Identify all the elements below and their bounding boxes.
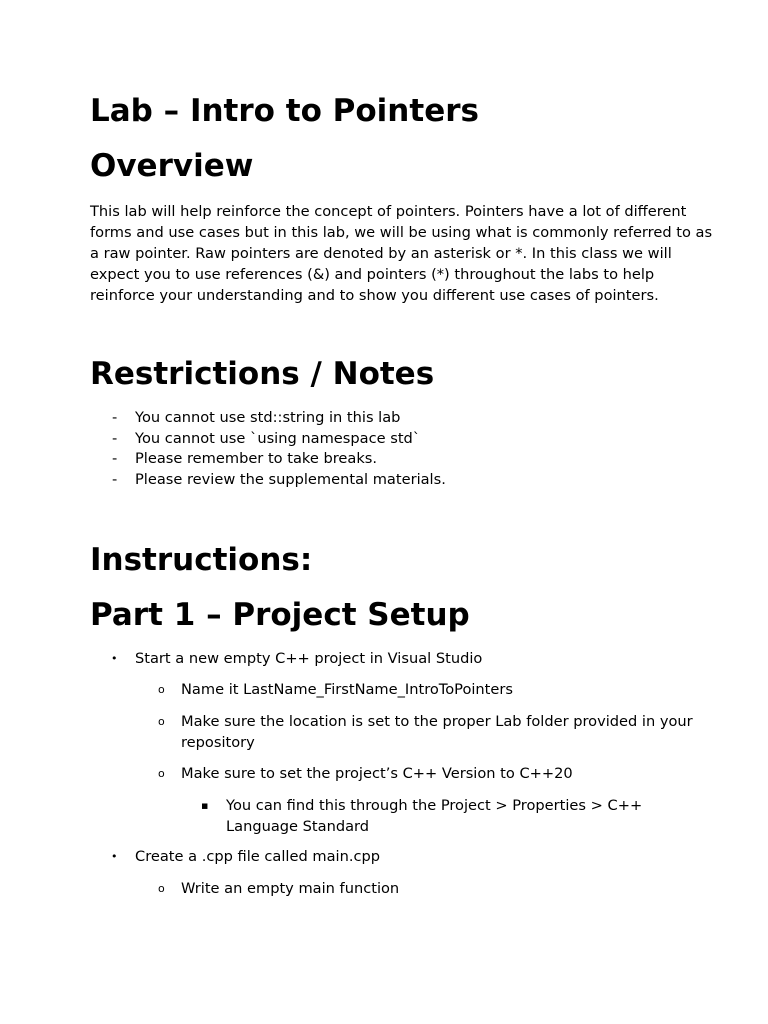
dash-bullet: - xyxy=(112,429,118,447)
bullet-marker: • xyxy=(111,652,118,665)
list-item xyxy=(111,846,725,867)
dash-bullet: - xyxy=(112,470,118,488)
list-item-text: Make sure to set the project’s C++ Version to C++20 xyxy=(181,765,573,782)
restrictions-heading: Restrictions / Notes xyxy=(90,356,435,392)
dash-bullet: - xyxy=(112,450,118,468)
list-item xyxy=(201,795,666,837)
list-item xyxy=(0,449,446,470)
circle-bullet-marker: o xyxy=(158,882,165,895)
list-item-text: Please remember to take breaks. xyxy=(135,450,378,468)
list-item xyxy=(0,429,446,450)
circle-bullet-marker: o xyxy=(158,767,165,780)
circle-bullet-marker: o xyxy=(158,715,165,728)
circle-bullet-marker: o xyxy=(158,683,165,696)
list-item-text: You can find this through the Project > Properties > C++ Language Standard xyxy=(226,797,643,835)
dash-bullet: - xyxy=(112,409,118,426)
list-item-text: Name it LastName_FirstName_IntroToPointers xyxy=(181,681,513,698)
list-item-text: You cannot use `using namespace std` xyxy=(135,429,421,447)
list-item xyxy=(158,711,726,753)
list-item-text: Start a new empty C++ project in Visual Studio xyxy=(135,650,483,667)
square-bullet-marker: ▪ xyxy=(201,799,209,812)
list-item-text: Make sure the location is set to the proper Lab folder provided in your repository xyxy=(181,713,693,751)
overview-heading: Overview xyxy=(90,148,254,184)
list-item xyxy=(158,679,726,700)
list-item xyxy=(158,878,726,899)
list-item xyxy=(158,763,726,784)
list-item-text: You cannot use std::string in this lab xyxy=(135,409,401,426)
restrictions-list xyxy=(0,408,446,490)
instructions-heading: Instructions: xyxy=(90,542,313,578)
list-item xyxy=(0,470,446,491)
list-item-text: Write an empty main function xyxy=(181,880,400,897)
document-title: Lab – Intro to Pointers xyxy=(90,93,479,129)
list-item-text: Please review the supplemental materials. xyxy=(135,470,446,488)
list-item-text: Create a .cpp file called main.cpp xyxy=(135,848,381,865)
list-item xyxy=(0,408,446,429)
overview-paragraph: This lab will help reinforce the concept of pointers. Pointers have a lot of different forms and use cases but in this lab, we will be using what is commonly referred to as a raw pointer. Raw pointers are denoted by an asterisk or *. In this class we will expect you to use references (&) and pointers (*) throughout the labs to help reinforce your understanding and to show you different use cases of pointers. xyxy=(90,203,713,304)
part1-heading: Part 1 – Project Setup xyxy=(90,597,470,633)
list-item xyxy=(111,648,725,669)
bullet-marker: • xyxy=(111,850,118,863)
